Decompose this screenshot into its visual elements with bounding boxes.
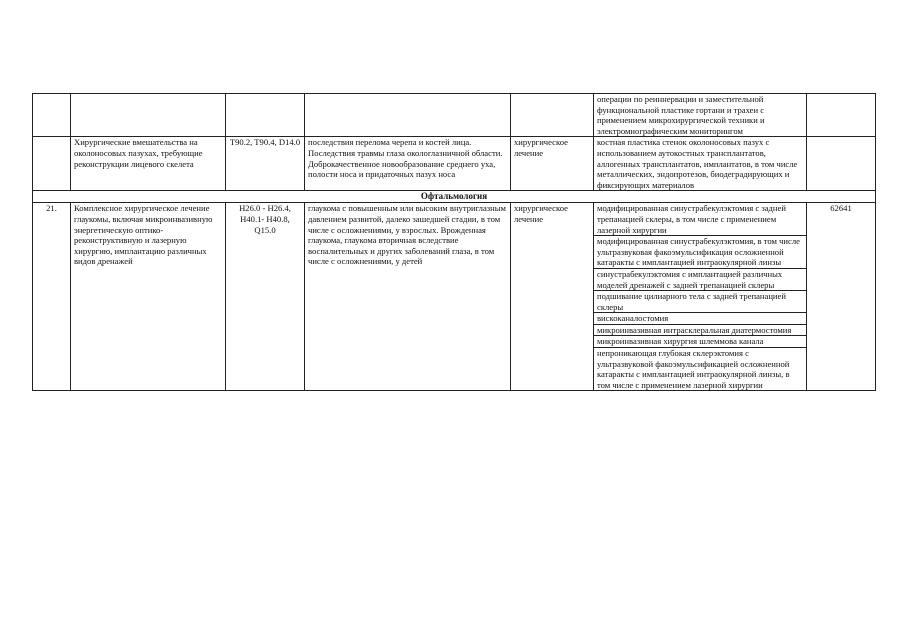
cell-cost: [807, 94, 876, 137]
cell-num: [33, 137, 71, 191]
cell-codes: [226, 94, 305, 137]
cell-treatment: хирургическое лечение: [511, 137, 594, 191]
cell-methods: [594, 203, 807, 391]
cell-name: Хирургические вмешательства на околоносовых пазухах, требующие реконструкции лицевого скелета: [71, 137, 226, 191]
cell-num: [33, 94, 71, 137]
method-item: непроникающая глубокая склерэктомия с ультразвуковой факоэмульсификацией осложненной катаракты с имплантацией интраокулярной линзы, в том числе с применением лазерной хирургии: [597, 348, 790, 390]
cell-name: [71, 94, 226, 137]
method-item: микроинвазивная хирургия шлеммова канала: [594, 336, 806, 348]
cell-cost: 62641: [807, 203, 876, 391]
section-row: [33, 191, 876, 203]
method-item: синустрабекулэктомия с имплантацией различных моделей дренажей с задней трепанацией склеры: [594, 269, 806, 291]
cell-treatment: [511, 94, 594, 137]
cell-name: Комплексное хирургическое лечение глаукомы, включая микроинвазивную энергетическую оптико-реконструктивную и лазерную хирургию, имплантацию различных видов дренажей: [71, 203, 226, 391]
document-page: [32, 93, 875, 391]
method-item: модифицированная синустрабекулэктомия с задней трепанацией склеры, в том числе с применением лазерной хирургии: [594, 203, 806, 236]
cell-method: костная пластика стенок околоносовых пазух с использованием аутокостных трансплантатов, аллогенных трансплантатов, имплантатов, в том числе металлических, эндопротезов, биодеградирующих и фиксирующих материалов: [594, 137, 807, 191]
cell-codes: T90.2, T90.4, D14.0: [226, 137, 305, 191]
cell-model: глаукома с повышенным или высоким внутриглазным давлением развитой, далеко зашедшей стадии, в том числе с осложнениями, у взрослых. Врожденная глаукома, глаукома вторичная вследствие воспалительных и других заболеваний глаза, в том числе с осложнениями, у детей: [305, 203, 511, 391]
cell-codes: H26.0 - H26.4, H40.1- H40.8, Q15.0: [226, 203, 305, 391]
cell-model: последствия перелома черепа и костей лица. Последствия травмы глаза окологлазничной области. Доброкачественное новообразование среднего уха, полости носа и придаточных пазух носа: [305, 137, 511, 191]
section-title: Офтальмология: [33, 191, 876, 203]
method-item: вискоканалостомия: [594, 313, 806, 325]
vmp-table: [32, 93, 876, 391]
method-item: микроинвазивная интрасклеральная диатермостомия: [594, 325, 806, 337]
table-row-21: [33, 203, 876, 391]
cell-cost: [807, 137, 876, 191]
table-row-facial: [33, 137, 876, 191]
method-item: подшивание цилиарного тела с задней трепанацией склеры: [594, 291, 806, 313]
table-row-top: [33, 94, 876, 137]
cell-method: операции по реиннервации и заместительной функциональной пластике гортани и трахеи с применением микрохирургической техники и электромиографическим мониторингом: [594, 94, 807, 137]
cell-model: [305, 94, 511, 137]
method-item: модифицированная синустрабекулэктомия, в том числе ультразвуковая факоэмульсификация осложненной катаракты с имплантацией интраокулярной линзы: [594, 236, 806, 269]
cell-num: 21.: [33, 203, 71, 391]
cell-treatment: хирургическое лечение: [511, 203, 594, 391]
